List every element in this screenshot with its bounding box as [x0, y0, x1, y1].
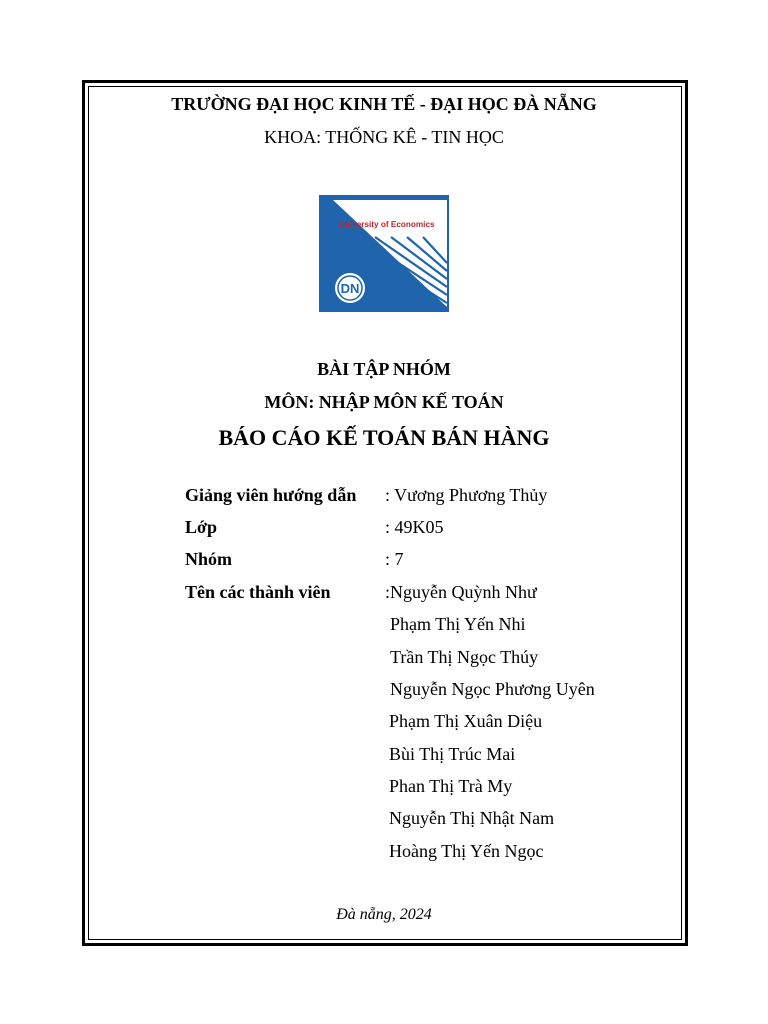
- instructor-value: : Vương Phương Thủy: [385, 485, 548, 505]
- group-label: Nhóm: [185, 549, 233, 569]
- report-title: BÁO CÁO KẾ TOÁN BÁN HÀNG: [218, 425, 550, 450]
- place-date: Đà nẵng, 2024: [336, 906, 432, 923]
- member-name: :Nguyễn Quỳnh Như: [385, 582, 537, 602]
- university-logo: [319, 195, 449, 312]
- university-name: TRƯỜNG ĐẠI HỌC KINH TẾ - ĐẠI HỌC ĐÀ NẴNG: [171, 94, 597, 114]
- class-label: Lớp: [185, 517, 217, 537]
- members-label: Tên các thành viên: [185, 582, 331, 602]
- subject-name: MÔN: NHẬP MÔN KẾ TOÁN: [264, 392, 504, 412]
- class-value: : 49K05: [385, 517, 444, 537]
- instructor-label: Giảng viên hướng dẫn: [185, 485, 357, 505]
- logo-text: University of Economics: [339, 220, 435, 229]
- logo-monogram: DN: [340, 281, 360, 296]
- member-name: Bùi Thị Trúc Mai: [389, 744, 516, 764]
- member-name: Phạm Thị Yến Nhi: [390, 614, 526, 634]
- member-name: Nguyễn Thị Nhật Nam: [389, 808, 555, 828]
- member-name: Trần Thị Ngọc Thúy: [390, 647, 539, 667]
- faculty-name: KHOA: THỐNG KÊ - TIN HỌC: [264, 127, 504, 147]
- member-name: Nguyễn Ngọc Phương Uyên: [390, 679, 595, 699]
- group-value: : 7: [385, 549, 404, 569]
- member-name: Hoàng Thị Yến Ngọc: [389, 841, 544, 861]
- member-name: Phan Thị Trà My: [389, 776, 513, 796]
- assignment-type: BÀI TẬP NHÓM: [317, 359, 451, 379]
- member-name: Phạm Thị Xuân Diệu: [389, 711, 543, 731]
